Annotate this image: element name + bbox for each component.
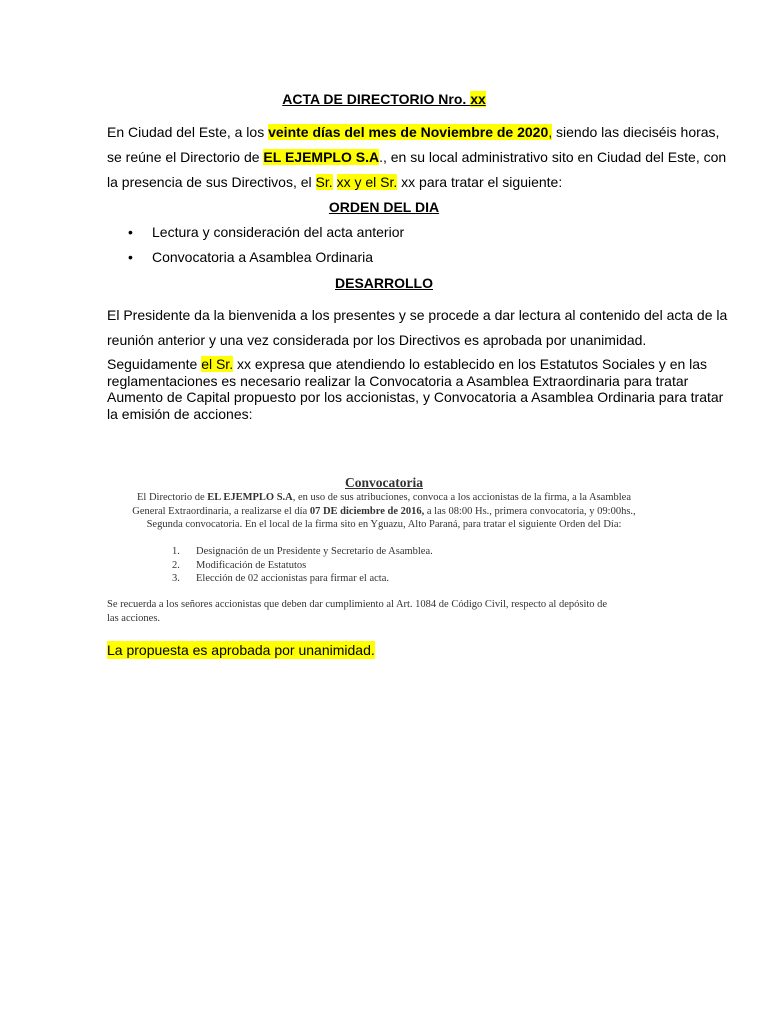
list-item	[107, 222, 661, 247]
convocatoria-line	[107, 505, 661, 519]
intro-text: xx para tratar el siguiente:	[397, 174, 563, 190]
intro-text: ., en su local administrativo sito en Ciudad del Este, con	[379, 149, 727, 165]
list-item	[172, 572, 433, 586]
reminder-line: las acciones.	[107, 612, 161, 624]
bullet-icon: •	[128, 249, 133, 265]
director-placeholder: el Sr.	[201, 356, 234, 372]
list-number: 1.	[172, 546, 180, 557]
paragraph-line: reunión anterior y una vez considerada por los Directivos es aprobada por unanimidad.	[107, 332, 647, 348]
paragraph-text: xx expresa que atendiendo lo establecido en los Estatutos Sociales y en las	[233, 356, 708, 372]
paragraph-line: reglamentaciones es necesario realizar la Convocatoria a Asamblea Extraordinaria para tratar	[107, 372, 689, 389]
orden-del-dia-heading: ORDEN DEL DIA	[328, 199, 440, 215]
intro-line-2	[107, 145, 727, 170]
list-item-text: Designación de un Presidente y Secretario de Asamblea.	[196, 546, 433, 557]
convocatoria-text: a las 08:00 Hs., primera convocatoria, y 09:00hs.,	[424, 505, 636, 517]
desarrollo-heading: DESARROLLO	[335, 275, 433, 291]
list-item	[107, 247, 661, 272]
intro-text: se reúne el Directorio de	[107, 149, 264, 165]
list-number: 2.	[172, 559, 180, 571]
intro-line-1	[107, 120, 720, 145]
director-placeholder: xx y el Sr.	[336, 174, 398, 190]
director-placeholder: Sr.	[315, 174, 333, 190]
intro-text	[333, 174, 337, 190]
convocatoria-reminder	[107, 598, 663, 625]
convocatoria-line: Segunda convocatoria. En el local de la firma sito en Yguazu, Alto Paraná, para tratar el siguiente Orden del Día:	[146, 519, 622, 530]
list-number: 3.	[172, 573, 180, 584]
assembly-date: 07 DE diciembre de 2016,	[309, 505, 425, 517]
intro-paragraph	[107, 120, 727, 195]
document-title	[107, 90, 661, 108]
paragraph-text: Seguidamente	[107, 356, 202, 372]
intro-comma: ,	[548, 124, 553, 140]
list-item	[172, 559, 433, 573]
desarrollo-paragraph-1	[107, 303, 728, 353]
reminder-line: Se recuerda a los señores accionistas que deben dar cumplimiento al Art. 1084 de Código Civil, respecto al depósito de	[107, 599, 608, 610]
title-text: ACTA DE DIRECTORIO Nro.	[282, 91, 471, 107]
list-item	[172, 545, 433, 559]
paragraph-line: El Presidente da la bienvenida a los presentes y se procede a dar lectura al contenido del acta de la	[107, 307, 728, 323]
convocatoria-text: , en uso de sus atribuciones, convoca a los accionistas de la firma, a la Asamblea	[292, 492, 631, 503]
paragraph-line	[107, 356, 708, 373]
paragraph-line: la emisión de acciones:	[107, 405, 253, 422]
convocatoria-line	[107, 491, 661, 505]
convocatoria-text: El Directorio de	[137, 492, 208, 503]
list-item-text: Lectura y consideración del acta anterior	[152, 224, 405, 240]
title-number: xx	[470, 91, 486, 107]
convocatoria-text: General Extraordinaria, a realizarse el día	[132, 505, 310, 517]
desarrollo-paragraph-2	[107, 356, 724, 422]
bullet-icon: •	[128, 224, 133, 240]
intro-text: En Ciudad del Este, a los	[107, 124, 269, 140]
list-item-text: Convocatoria a Asamblea Ordinaria	[152, 249, 374, 265]
company-name: EL EJEMPLO S.A	[263, 149, 380, 165]
intro-text: la presencia de sus Directivos, el	[107, 174, 316, 190]
convocatoria-agenda-list	[172, 545, 433, 586]
orden-del-dia-list	[107, 222, 661, 272]
list-item-text: Elección de 02 accionistas para firmar el acta.	[196, 573, 389, 584]
intro-line-3	[107, 170, 667, 195]
meeting-date: veinte días del mes de Noviembre de 2020	[268, 124, 549, 140]
convocatoria-title: Convocatoria	[345, 475, 423, 490]
list-item-text: Modificación de Estatutos	[196, 559, 307, 571]
company-name: EL EJEMPLO S.A	[207, 492, 293, 503]
approval-statement: La propuesta es aprobada por unanimidad.	[107, 642, 375, 658]
paragraph-line: Aumento de Capital propuesto por los accionistas, y Convocatoria a Asamblea Ordinaria para tratar	[107, 389, 724, 405]
convocatoria-body	[107, 491, 661, 532]
intro-text: siendo las dieciséis horas,	[552, 124, 720, 140]
